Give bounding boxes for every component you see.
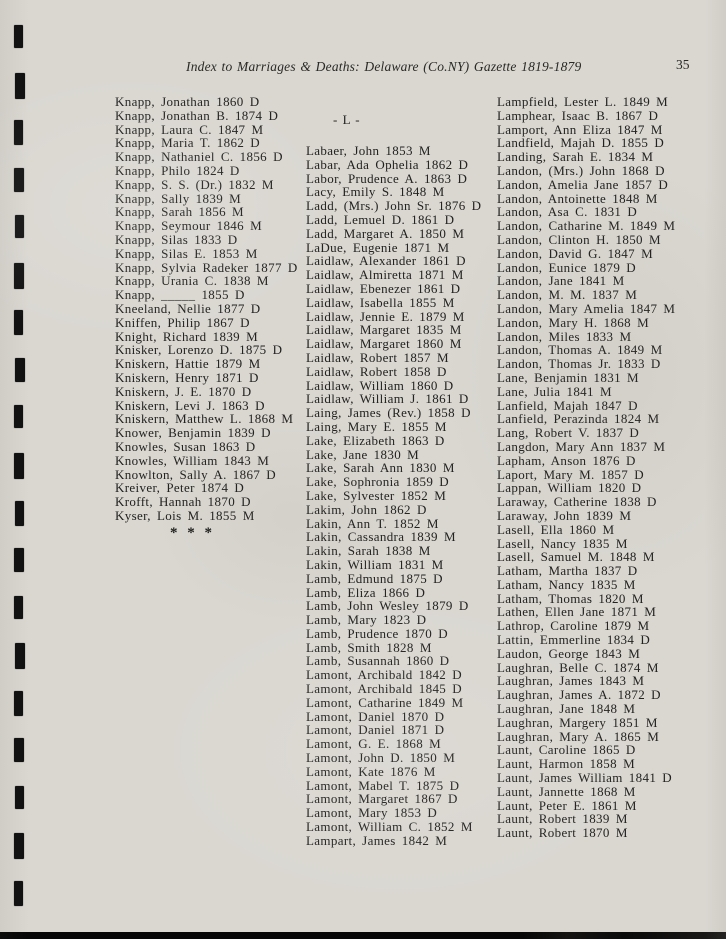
index-entry: Lamb, Susannah 1860 D [306, 653, 450, 669]
index-entry: Lamont, Archibald 1845 D [306, 681, 462, 697]
index-entry: Lampfield, Lester L. 1849 M [497, 94, 669, 109]
index-entry: Launt, Caroline 1865 D [497, 742, 636, 758]
index-entry: Laughran, Jane 1848 M [497, 701, 636, 717]
binding-mark [15, 643, 25, 669]
index-entry: Landfield, Majah D. 1855 D [497, 135, 665, 151]
index-entry: Laidlaw, Margaret 1835 M [306, 322, 462, 338]
index-entry: Landon, Thomas A. 1849 M [497, 342, 663, 358]
index-entry: Knapp, Jonathan B. 1874 D [115, 107, 279, 123]
index-entry: Landon, David G. 1847 M [497, 245, 653, 261]
index-entry: Landon, Thomas Jr. 1833 D [497, 356, 661, 372]
binding-mark [14, 691, 23, 716]
index-entry: Kyser, Lois M. 1855 M [115, 507, 255, 523]
index-entry: Lane, Benjamin 1831 M [497, 369, 639, 385]
index-entry: Knapp, S. S. (Dr.) 1832 M [115, 176, 274, 192]
index-entry: Laidlaw, Robert 1858 D [306, 363, 447, 379]
binding-mark [14, 881, 23, 906]
binding-mark [14, 738, 24, 762]
index-entry: Lake, Jane 1830 M [306, 446, 420, 462]
page-number: 35 [676, 57, 690, 72]
binding-mark [14, 833, 24, 859]
index-entry: Knapp, Laura C. 1847 M [115, 121, 264, 137]
index-entry: Lakin, Cassandra 1839 M [306, 529, 456, 545]
index-entry: Labaer, John 1853 M [306, 143, 431, 158]
index-entry: Lamb, John Wesley 1879 D [306, 598, 469, 614]
index-entry: Knapp, Sally 1839 M [115, 190, 242, 206]
index-entry: Knapp, Maria T. 1862 D [115, 135, 261, 151]
index-entry: Knapp, Philo 1824 D [115, 162, 240, 178]
index-entry: Knapp, Sylvia Radeker 1877 D [115, 259, 298, 275]
index-entry: Lamont, John D. 1850 M [306, 750, 456, 766]
binding-mark [14, 453, 24, 479]
index-entry: Laport, Mary M. 1857 D [497, 466, 644, 482]
index-entry: Ladd, Lemuel D. 1861 D [306, 211, 455, 227]
index-entry: Laraway, John 1839 M [497, 507, 632, 523]
index-entry: Lamont, Archibald 1842 D [306, 667, 462, 683]
index-entry: Landon, Miles 1833 M [497, 328, 632, 344]
index-entry: Lappan, William 1820 D [497, 480, 642, 496]
index-entry: Lamont, Kate 1876 M [306, 763, 436, 779]
binding-mark [14, 168, 24, 192]
index-entry: Lapham, Anson 1876 D [497, 452, 636, 468]
index-entry: Knower, Benjamin 1839 D [115, 425, 271, 441]
index-entry: Kniskern, J. E. 1870 D [115, 383, 252, 399]
index-entry: Labor, Prudence A. 1863 D [306, 170, 468, 186]
index-entry: Krofft, Hannah 1870 D [115, 494, 251, 510]
section-letter-heading: - L - [333, 112, 361, 127]
binding-mark [14, 25, 23, 48]
binding-mark [15, 501, 24, 526]
index-entry: Ladd, Margaret A. 1850 M [306, 225, 465, 241]
index-entry: Launt, Harmon 1858 M [497, 756, 635, 772]
index-entry: Landon, Antoinette 1848 M [497, 190, 658, 206]
index-entry: Landon, Clinton H. 1850 M [497, 231, 661, 247]
index-entry: Launt, Peter E. 1861 M [497, 797, 637, 813]
scan-bottom-edge-bar [0, 932, 726, 939]
index-entry: Lamport, Ann Eliza 1847 M [497, 121, 663, 137]
binding-mark [14, 405, 23, 428]
binding-mark [15, 786, 24, 809]
binding-mark [14, 263, 24, 289]
index-entry: Lattin, Emmerline 1834 D [497, 632, 651, 648]
index-entry: Lamb, Smith 1828 M [306, 639, 432, 655]
index-entry: Lane, Julia 1841 M [497, 383, 612, 399]
index-entry: Lakin, Sarah 1838 M [306, 543, 431, 559]
index-entry: Landon, Amelia Jane 1857 D [497, 176, 669, 192]
index-entry: Knowles, William 1843 M [115, 452, 270, 468]
index-entry: Laraway, Catherine 1838 D [497, 494, 657, 510]
index-entry: Lamb, Prudence 1870 D [306, 625, 448, 641]
index-entry: Lampart, James 1842 M [306, 832, 448, 848]
index-entry: Lathrop, Caroline 1879 M [497, 618, 650, 634]
index-column-right [497, 95, 675, 840]
index-entry: Lanfield, Perazinda 1824 M [497, 411, 660, 427]
index-entry: Lamont, William C. 1852 M [306, 819, 473, 835]
index-entry: Knight, Richard 1839 M [115, 328, 259, 344]
binding-mark [15, 215, 24, 238]
index-entry: Lamont, Daniel 1871 D [306, 722, 445, 738]
index-entry: Laughran, Belle C. 1874 M [497, 659, 659, 675]
index-entry: Lamont, Daniel 1870 D [306, 708, 445, 724]
index-entry: Launt, Jannette 1868 M [497, 783, 636, 799]
index-entry: Latham, Thomas 1820 M [497, 590, 644, 606]
index-entry: Launt, Robert 1839 M [497, 811, 628, 827]
binding-mark [14, 120, 23, 145]
index-entry: Labar, Ada Ophelia 1862 D [306, 156, 469, 172]
binding-mark [14, 310, 23, 335]
index-entry: Lamb, Mary 1823 D [306, 612, 427, 628]
index-entry: Kreiver, Peter 1874 D [115, 480, 245, 496]
index-entry: Lasell, Samuel M. 1848 M [497, 549, 655, 565]
index-entry: Laidlaw, William 1860 D [306, 377, 454, 393]
index-entry: Launt, James William 1841 D [497, 770, 673, 786]
index-entry: Lasell, Nancy 1835 M [497, 535, 628, 551]
page-header-title: Index to Marriages & Deaths: Delaware (Co.NY) Gazette 1819-1879 [186, 59, 582, 74]
index-entry: Launt, Robert 1870 M [497, 825, 628, 841]
index-entry: Laing, James (Rev.) 1858 D [306, 405, 471, 421]
index-entry: Knapp, Jonathan 1860 D [115, 94, 260, 109]
index-entry: Knapp, Nathaniel C. 1856 D [115, 149, 283, 165]
index-entry: Landon, Catharine M. 1849 M [497, 218, 676, 234]
index-entry: Laudon, George 1843 M [497, 645, 641, 661]
index-entry: Lamont, G. E. 1868 M [306, 736, 442, 752]
index-entry: Laidlaw, Isabella 1855 M [306, 294, 455, 310]
index-entry: Laidlaw, Jennie E. 1879 M [306, 308, 465, 324]
index-entry: Ladd, (Mrs.) John Sr. 1876 D [306, 198, 482, 214]
index-entry: Lake, Sylvester 1852 M [306, 487, 447, 503]
index-entry: Lathen, Ellen Jane 1871 M [497, 604, 657, 620]
index-entry: Lanfield, Majah 1847 D [497, 397, 638, 413]
index-entry: Lacy, Emily S. 1848 M [306, 184, 445, 200]
index-entry: Lakin, William 1831 M [306, 556, 444, 572]
index-entry: Knapp, Silas 1833 D [115, 231, 238, 247]
binding-mark [14, 596, 23, 619]
index-entry: Lake, Elizabeth 1863 D [306, 432, 445, 448]
index-entry: Laughran, James A. 1872 D [497, 687, 661, 703]
index-entry: Landon, Mary Amelia 1847 M [497, 300, 676, 316]
binding-mark [14, 548, 24, 572]
index-entry: Laidlaw, Margaret 1860 M [306, 336, 462, 352]
index-entry: Lamb, Eliza 1866 D [306, 584, 426, 600]
index-entry: Landon, Jane 1841 M [497, 273, 625, 289]
index-entry: Lakim, John 1862 D [306, 501, 427, 517]
index-entry: Kniskern, Matthew L. 1868 M [115, 411, 294, 427]
index-entry: Landon, M. M. 1837 M [497, 287, 638, 303]
index-entry: Knapp, Urania C. 1838 M [115, 273, 269, 289]
index-entry: Lakin, Ann T. 1852 M [306, 515, 439, 531]
index-entry: Knapp, _____ 1855 D [115, 287, 245, 303]
index-entry: Laughran, Margery 1851 M [497, 714, 658, 730]
index-entry: Knapp, Seymour 1846 M [115, 218, 263, 234]
index-entry: Laing, Mary E. 1855 M [306, 418, 447, 434]
index-entry: Laughran, James 1843 M [497, 673, 645, 689]
index-entry: Lang, Robert V. 1837 D [497, 425, 640, 441]
index-entry: Lamont, Mabel T. 1875 D [306, 777, 460, 793]
index-entry: Latham, Nancy 1835 M [497, 576, 636, 592]
index-entry: Lamont, Margaret 1867 D [306, 791, 458, 807]
index-entry: Laidlaw, Ebenezer 1861 D [306, 280, 461, 296]
index-entry: Laidlaw, Robert 1857 M [306, 349, 449, 365]
section-end-marker: * * * [170, 525, 214, 541]
index-column-left [115, 95, 298, 523]
index-entry: Landing, Sarah E. 1834 M [497, 149, 654, 165]
index-entry: Kniskern, Henry 1871 D [115, 369, 259, 385]
index-entry: Lake, Sophronia 1859 D [306, 474, 450, 490]
index-entry: Lamb, Edmund 1875 D [306, 570, 443, 586]
index-entry: Knapp, Silas E. 1853 M [115, 245, 258, 261]
binding-mark [15, 73, 25, 99]
index-entry: Laidlaw, Almiretta 1871 M [306, 267, 464, 283]
index-entry: Kniskern, Hattie 1879 M [115, 356, 261, 372]
index-entry: Kniskern, Levi J. 1863 D [115, 397, 265, 413]
index-entry: Knowlton, Sally A. 1867 D [115, 466, 277, 482]
index-entry: Kneeland, Nellie 1877 D [115, 300, 261, 316]
binding-mark [15, 358, 25, 382]
index-entry: Laidlaw, Alexander 1861 D [306, 253, 466, 269]
index-entry: Lamont, Mary 1853 D [306, 805, 438, 821]
index-entry: Laidlaw, William J. 1861 D [306, 391, 469, 407]
index-entry: Landon, (Mrs.) John 1868 D [497, 162, 665, 178]
index-entry: Knowles, Susan 1863 D [115, 438, 256, 454]
index-entry: Landon, Mary H. 1868 M [497, 314, 650, 330]
index-entry: Kniffen, Philip 1867 D [115, 314, 250, 330]
index-entry: LaDue, Eugenie 1871 M [306, 239, 450, 255]
index-entry: Lake, Sarah Ann 1830 M [306, 460, 455, 476]
index-entry: Laughran, Mary A. 1865 M [497, 728, 660, 744]
index-column-middle [306, 144, 481, 848]
index-entry: Knapp, Sarah 1856 M [115, 204, 244, 220]
index-entry: Langdon, Mary Ann 1837 M [497, 438, 666, 454]
index-entry: Landon, Asa C. 1831 D [497, 204, 638, 220]
index-entry: Lamont, Catharine 1849 M [306, 694, 464, 710]
index-entry: Latham, Martha 1837 D [497, 563, 638, 579]
index-entry: Landon, Eunice 1879 D [497, 259, 637, 275]
index-entry: Lasell, Ella 1860 M [497, 521, 615, 537]
index-entry: Lamphear, Isaac B. 1867 D [497, 107, 659, 123]
index-entry: Knisker, Lorenzo D. 1875 D [115, 342, 283, 358]
